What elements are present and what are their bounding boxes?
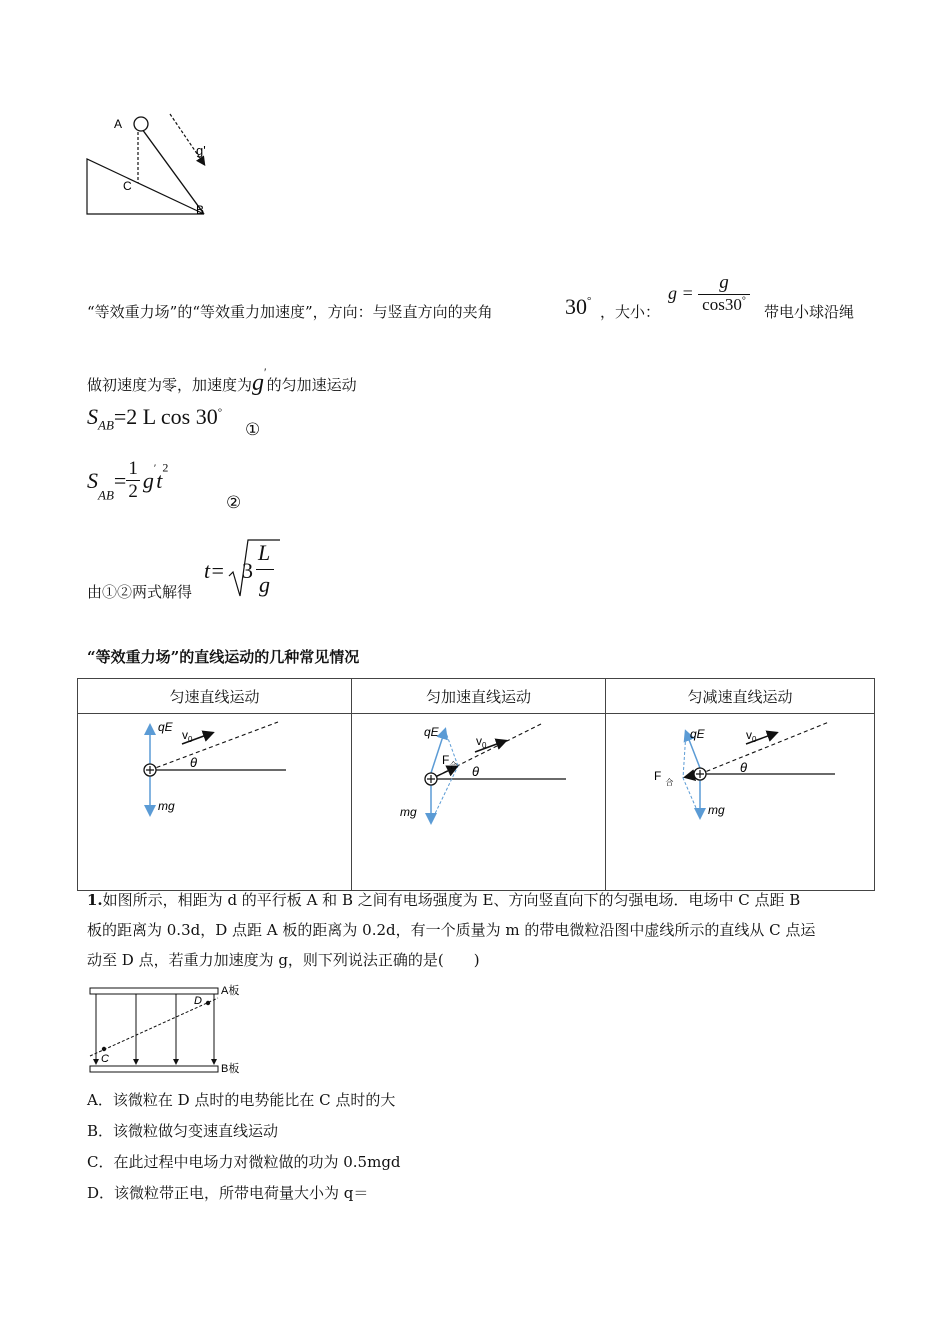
label-theta: θ	[740, 760, 748, 775]
header-accelerate: 匀加速直线运动	[352, 679, 606, 714]
formula-denominator: cos30°	[702, 295, 746, 314]
para2-text1: 做初速度为零，加速度为	[87, 376, 253, 394]
option-a[interactable]: A．该微粒在 D 点时的电势能比在 C 点时的大	[87, 1091, 396, 1109]
label-mg: mg	[158, 799, 175, 813]
question-line-1	[87, 890, 800, 910]
incline-figure	[80, 108, 220, 223]
incline-triangle	[87, 159, 204, 214]
eq1-rhs: =2 L cos 30	[113, 404, 218, 429]
eq2-fraction	[126, 458, 140, 503]
option-c[interactable]: C．在此过程中电场力对微粒做的功为 0.5mgd	[87, 1153, 401, 1171]
angle-value: 30	[565, 294, 587, 319]
formula-fraction	[698, 272, 750, 315]
eq2-s: S	[87, 467, 98, 493]
paragraph-equivalent-gravity	[87, 302, 493, 322]
label-a: A	[114, 117, 123, 131]
table-figure-row	[78, 714, 875, 891]
eq3-fraction-bar	[256, 569, 274, 570]
option-b[interactable]: B．该微粒做匀变速直线运动	[87, 1122, 279, 1140]
equation-1-number: ①	[245, 420, 261, 440]
eq2-numerator: 1	[128, 458, 138, 479]
question-text-1: 如图所示，相距为 d 的平行板 A 和 B 之间有电场强度为 E、方向竖直向下的匀强电场．电场中 C 点距 B	[102, 891, 801, 909]
string-line	[142, 129, 204, 214]
equation-1	[87, 404, 222, 433]
label-b: B	[196, 203, 205, 217]
parallelogram-side-2	[683, 778, 700, 817]
eq3-coefficient: 3	[242, 558, 253, 583]
parallelogram-side-1	[683, 732, 686, 778]
plate-b	[90, 1066, 218, 1072]
eq3-denominator: g	[259, 572, 270, 597]
header-uniform: 匀速直线运动	[78, 679, 352, 714]
label-qe: qE	[690, 727, 705, 741]
eq2-g: g	[142, 467, 154, 493]
eq1-degree: °	[217, 406, 223, 419]
question-number: 1.	[87, 891, 103, 909]
cell-accelerate	[352, 714, 606, 891]
section-title: “等效重力场”的直线运动的几种常见情况	[87, 648, 360, 666]
label-c: C	[101, 1053, 109, 1065]
formula-numerator: g	[698, 272, 750, 295]
angle-30	[565, 294, 591, 320]
eq1-s: S	[87, 404, 98, 429]
decelerate-motion-diagram	[606, 714, 874, 886]
para2-text2: 的匀加速运动	[266, 376, 357, 394]
label-v0: $v_0$	[746, 728, 757, 744]
angle-degree: °	[587, 295, 592, 307]
g-equivalent-formula	[668, 272, 750, 315]
label-d: D	[194, 995, 202, 1007]
label-qe: qE	[424, 725, 439, 739]
header-decelerate: 匀减速直线运动	[606, 679, 875, 714]
question-line-3: 动至 D 点，若重力加速度为 g，则下列说法正确的是( )	[87, 951, 480, 969]
dashed-path	[700, 722, 829, 774]
table-header-row	[78, 679, 875, 714]
eq2-square: 2	[162, 460, 169, 475]
motion-cases-table	[77, 678, 875, 891]
question-line-2: 板的距离为 0.3d，D 点距 A 板的距离为 0.2d，有一个质量为 m 的带电微粒沿图中虚线所示的直线从 C 点运	[87, 921, 816, 939]
para1-text1: “等效重力场”的“等效重力加速度”，方向：与竖直方向的夹角	[87, 303, 493, 321]
g-prime-symbol: g	[252, 370, 265, 396]
label-theta: θ	[472, 764, 480, 779]
label-plate-b: B板	[221, 1063, 240, 1075]
plate-a	[90, 988, 218, 994]
eq3-lhs: t=	[204, 558, 225, 583]
eq2-equals: =	[113, 467, 127, 493]
accelerate-motion-diagram	[352, 714, 605, 886]
cell-decelerate	[606, 714, 875, 891]
label-f-resultant: F $_合$	[654, 769, 674, 787]
label-f-resultant: $F_合$	[442, 753, 458, 770]
equation-2-number: ②	[226, 493, 242, 513]
eq2-prime: ′	[153, 462, 157, 475]
para1-text3: 带电小球沿绳	[764, 303, 855, 321]
eq3-numerator: L	[258, 540, 271, 565]
label-c: C	[123, 179, 132, 193]
label-v0: $v_0$	[476, 734, 487, 750]
uniform-motion-diagram	[78, 714, 351, 886]
label-qe: qE	[158, 720, 173, 734]
eq1-sub: AB	[98, 417, 114, 433]
ball	[134, 117, 148, 131]
point-c-dot	[102, 1047, 106, 1051]
equation-2	[87, 458, 168, 504]
para1-text2: ，大小：	[600, 303, 661, 321]
cell-uniform	[78, 714, 352, 891]
point-d-dot	[206, 1001, 210, 1005]
equation-3-intro: 由①②两式解得	[87, 583, 193, 601]
label-mg: mg	[708, 803, 725, 817]
label-theta: θ	[190, 755, 198, 770]
label-plate-a: A板	[221, 985, 240, 997]
label-mg: mg	[400, 805, 417, 819]
g-prime-mark: ′	[264, 365, 267, 379]
eq2-t: t	[156, 467, 163, 493]
label-v0: $v_0$	[182, 728, 193, 744]
parallel-plates-figure	[86, 982, 250, 1078]
option-d[interactable]: D．该微粒带正电，所带电荷量大小为 q＝	[87, 1184, 369, 1202]
formula-lhs: g =	[668, 283, 694, 303]
paragraph-uniform-acceleration	[87, 362, 357, 395]
eq2-denominator: 2	[128, 481, 138, 502]
label-g-prime: g'	[196, 143, 206, 158]
eq2-sub: AB	[98, 487, 114, 503]
